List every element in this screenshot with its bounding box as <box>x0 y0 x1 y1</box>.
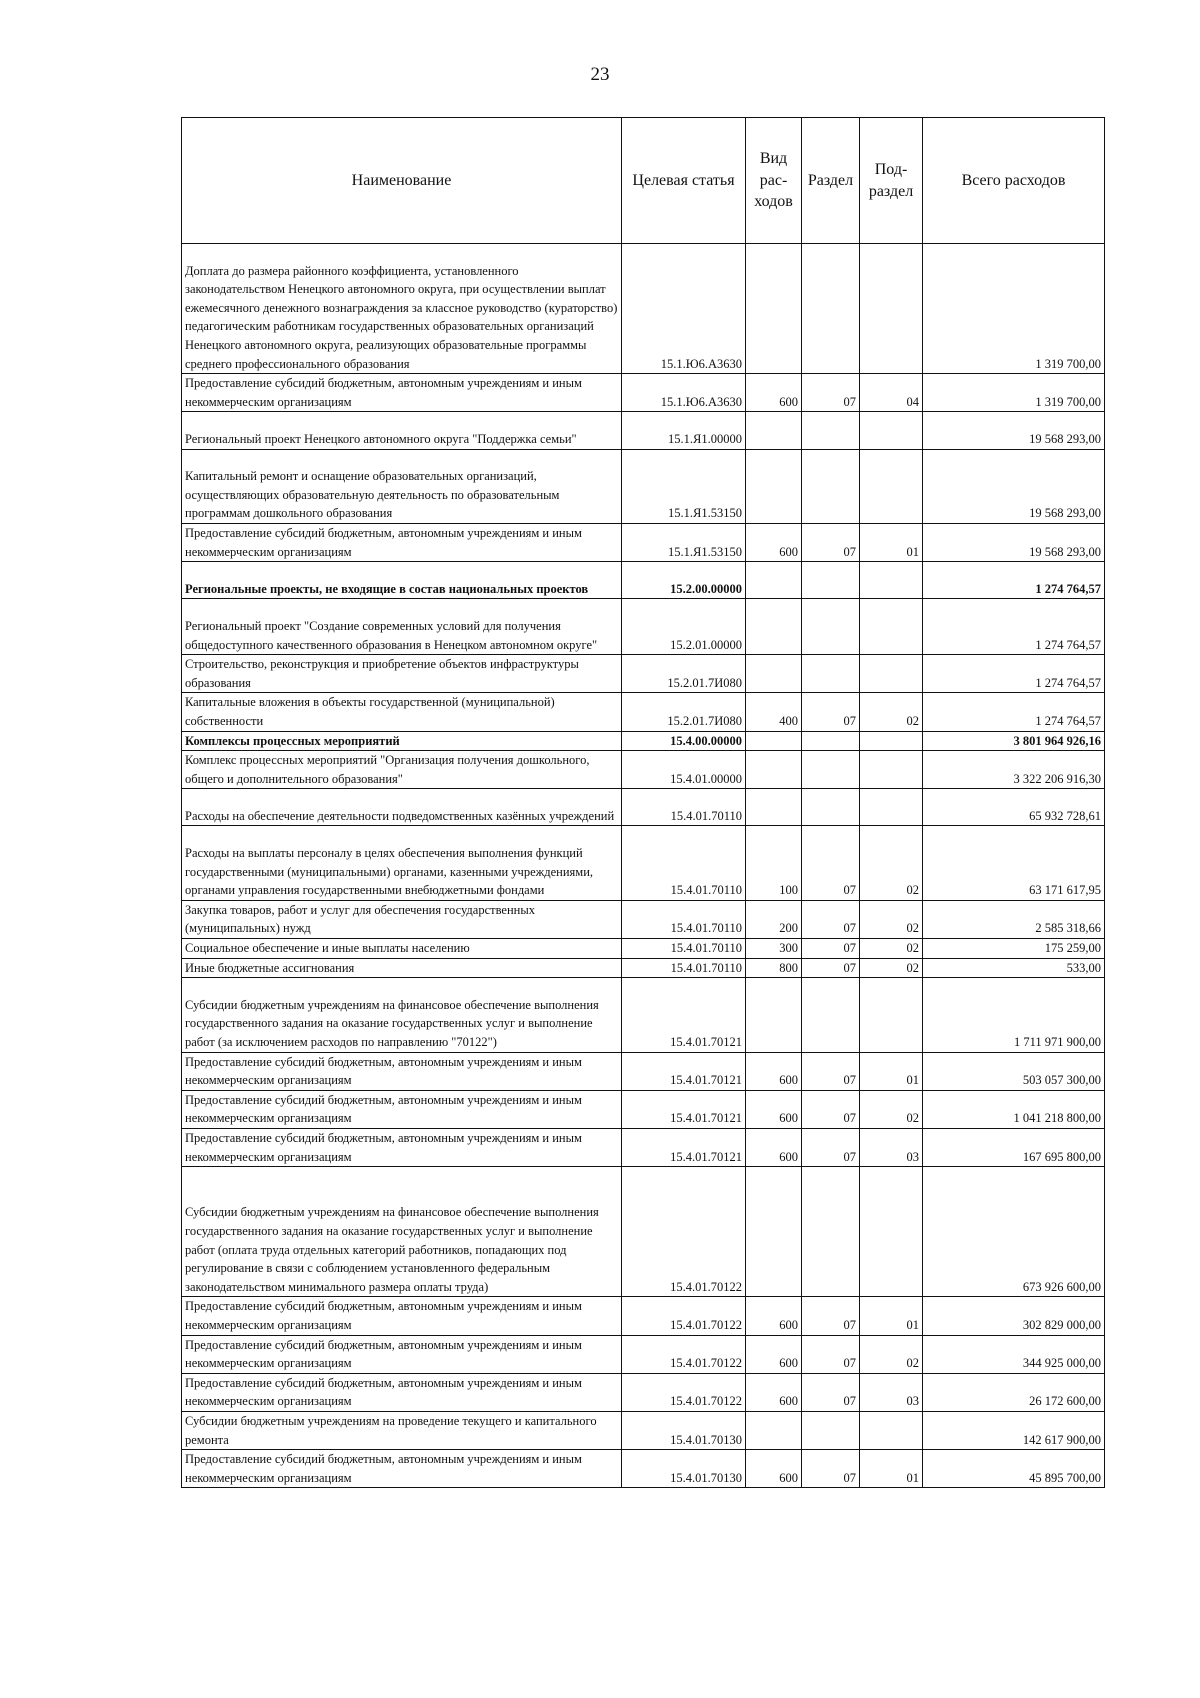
cell-section <box>802 1411 860 1449</box>
cell-target-article: 15.4.01.70121 <box>622 1090 746 1128</box>
cell-section <box>802 751 860 789</box>
budget-table <box>181 117 1105 1488</box>
cell-total: 19 568 293,00 <box>923 412 1105 449</box>
table-row <box>182 523 1105 561</box>
cell-section: 07 <box>802 693 860 731</box>
cell-expense-type: 400 <box>746 693 802 731</box>
cell-target-article: 15.4.01.70130 <box>622 1411 746 1449</box>
cell-total: 3 801 964 926,16 <box>923 731 1105 751</box>
table-row <box>182 655 1105 693</box>
table-row <box>182 449 1105 523</box>
cell-subsection: 03 <box>860 1373 923 1411</box>
cell-subsection: 04 <box>860 374 923 412</box>
cell-target-article: 15.4.01.70110 <box>622 939 746 959</box>
cell-section <box>802 978 860 1052</box>
cell-expense-type: 200 <box>746 900 802 938</box>
table-header-row <box>182 118 1105 244</box>
table-row <box>182 751 1105 789</box>
header-section: Раздел <box>802 118 860 244</box>
cell-name: Предоставление субсидий бюджетным, автономным учреждениям и иным некоммерческим организациям <box>182 1297 622 1335</box>
table-row <box>182 244 1105 374</box>
cell-target-article: 15.4.01.70121 <box>622 1052 746 1090</box>
cell-total: 302 829 000,00 <box>923 1297 1105 1335</box>
header-expense-type: Вид рас-ходов <box>746 118 802 244</box>
cell-total: 19 568 293,00 <box>923 523 1105 561</box>
cell-expense-type <box>746 412 802 449</box>
cell-name: Закупка товаров, работ и услуг для обеспечения государственных (муниципальных) нужд <box>182 900 622 938</box>
table-row <box>182 958 1105 978</box>
cell-expense-type <box>746 731 802 751</box>
cell-section <box>802 412 860 449</box>
cell-section: 07 <box>802 1052 860 1090</box>
cell-subsection <box>860 789 923 826</box>
cell-name: Расходы на обеспечение деятельности подведомственных казённых учреждений <box>182 789 622 826</box>
cell-name: Расходы на выплаты персоналу в целях обеспечения выполнения функций государственными (муниципальными) органами, казенными учреждениями, органами управления государственными внебюджетными фондами <box>182 826 622 900</box>
cell-name: Комплексы процессных мероприятий <box>182 731 622 751</box>
cell-expense-type <box>746 978 802 1052</box>
cell-target-article: 15.1.Ю6.А3630 <box>622 374 746 412</box>
cell-total: 19 568 293,00 <box>923 449 1105 523</box>
cell-subsection <box>860 1167 923 1297</box>
cell-subsection <box>860 449 923 523</box>
cell-name: Предоставление субсидий бюджетным, автономным учреждениям и иным некоммерческим организациям <box>182 523 622 561</box>
cell-section: 07 <box>802 1129 860 1167</box>
cell-name: Субсидии бюджетным учреждениям на финансовое обеспечение выполнения государственного задания на оказание государственных услуг и выполнение работ (оплата труда отдельных категорий работников, попадающих под регулирование в связи с соблюдением установленного федеральным законодательством минимального размера оплаты труда) <box>182 1167 622 1297</box>
table-row <box>182 978 1105 1052</box>
cell-total: 1 274 764,57 <box>923 693 1105 731</box>
cell-expense-type: 600 <box>746 1090 802 1128</box>
cell-total: 503 057 300,00 <box>923 1052 1105 1090</box>
table-row <box>182 1373 1105 1411</box>
cell-total: 533,00 <box>923 958 1105 978</box>
cell-section: 07 <box>802 374 860 412</box>
header-subsection: Под-раздел <box>860 118 923 244</box>
cell-section <box>802 449 860 523</box>
table-row <box>182 1411 1105 1449</box>
cell-expense-type <box>746 599 802 655</box>
cell-expense-type <box>746 1411 802 1449</box>
header-name: Наименование <box>182 118 622 244</box>
cell-section: 07 <box>802 1090 860 1128</box>
cell-section: 07 <box>802 958 860 978</box>
cell-name: Доплата до размера районного коэффициента, установленного законодательством Ненецкого автономного округа, при осуществлении выплат ежемесячного денежного вознаграждения за классное руководство (кураторство) педагогическим работникам государственных образовательных организаций Ненецкого автономного округа, реализующих образовательные программы среднего профессионального образования <box>182 244 622 374</box>
cell-expense-type: 600 <box>746 1450 802 1488</box>
table-row <box>182 1297 1105 1335</box>
cell-subsection <box>860 978 923 1052</box>
cell-subsection <box>860 562 923 599</box>
table-row <box>182 1450 1105 1488</box>
cell-expense-type: 600 <box>746 374 802 412</box>
cell-expense-type: 600 <box>746 523 802 561</box>
cell-subsection: 02 <box>860 900 923 938</box>
cell-subsection <box>860 599 923 655</box>
cell-expense-type: 600 <box>746 1335 802 1373</box>
cell-total: 1 319 700,00 <box>923 374 1105 412</box>
cell-target-article: 15.4.01.70110 <box>622 789 746 826</box>
cell-subsection: 01 <box>860 1450 923 1488</box>
cell-section: 07 <box>802 523 860 561</box>
cell-total: 26 172 600,00 <box>923 1373 1105 1411</box>
cell-expense-type: 100 <box>746 826 802 900</box>
cell-name: Региональный проект "Создание современных условий для получения общедоступного качественного образования в Ненецком автономном округе" <box>182 599 622 655</box>
cell-target-article: 15.4.01.70122 <box>622 1297 746 1335</box>
cell-name: Субсидии бюджетным учреждениям на финансовое обеспечение выполнения государственного задания на оказание государственных услуг и выполнение работ (за исключением расходов по направлению "70122") <box>182 978 622 1052</box>
cell-subsection: 02 <box>860 1090 923 1128</box>
cell-subsection: 02 <box>860 958 923 978</box>
cell-total: 1 274 764,57 <box>923 562 1105 599</box>
table-row <box>182 1335 1105 1373</box>
cell-expense-type <box>746 789 802 826</box>
cell-name: Социальное обеспечение и иные выплаты населению <box>182 939 622 959</box>
cell-total: 63 171 617,95 <box>923 826 1105 900</box>
table-row <box>182 1052 1105 1090</box>
cell-target-article: 15.1.Ю6.А3630 <box>622 244 746 374</box>
cell-expense-type <box>746 1167 802 1297</box>
cell-subsection: 03 <box>860 1129 923 1167</box>
table-row <box>182 1167 1105 1297</box>
cell-target-article: 15.4.01.70110 <box>622 958 746 978</box>
cell-section: 07 <box>802 1450 860 1488</box>
cell-total: 175 259,00 <box>923 939 1105 959</box>
table-row <box>182 731 1105 751</box>
cell-name: Субсидии бюджетным учреждениям на проведение текущего и капитального ремонта <box>182 1411 622 1449</box>
table-row <box>182 599 1105 655</box>
cell-target-article: 15.1.Я1.00000 <box>622 412 746 449</box>
cell-section <box>802 731 860 751</box>
cell-target-article: 15.1.Я1.53150 <box>622 449 746 523</box>
cell-target-article: 15.4.01.70121 <box>622 978 746 1052</box>
cell-target-article: 15.4.01.70110 <box>622 900 746 938</box>
cell-subsection: 02 <box>860 939 923 959</box>
header-target-article: Целевая статья <box>622 118 746 244</box>
cell-subsection: 02 <box>860 826 923 900</box>
page-number: 23 <box>590 64 610 85</box>
cell-expense-type: 600 <box>746 1373 802 1411</box>
cell-section <box>802 244 860 374</box>
cell-expense-type: 600 <box>746 1297 802 1335</box>
cell-section: 07 <box>802 1373 860 1411</box>
cell-expense-type <box>746 449 802 523</box>
cell-section: 07 <box>802 1335 860 1373</box>
cell-section <box>802 1167 860 1297</box>
cell-total: 2 585 318,66 <box>923 900 1105 938</box>
table-row <box>182 1129 1105 1167</box>
cell-subsection: 01 <box>860 1297 923 1335</box>
cell-subsection <box>860 1411 923 1449</box>
cell-name: Капитальный ремонт и оснащение образовательных организаций, осуществляющих образовательную деятельность по образовательным программам дошкольного образования <box>182 449 622 523</box>
table-row <box>182 939 1105 959</box>
cell-total: 1 274 764,57 <box>923 655 1105 693</box>
cell-subsection: 02 <box>860 1335 923 1373</box>
cell-name: Предоставление субсидий бюджетным, автономным учреждениям и иным некоммерческим организациям <box>182 1450 622 1488</box>
table-body <box>182 244 1105 1488</box>
cell-section <box>802 655 860 693</box>
cell-total: 167 695 800,00 <box>923 1129 1105 1167</box>
cell-subsection: 01 <box>860 523 923 561</box>
cell-target-article: 15.4.01.70130 <box>622 1450 746 1488</box>
cell-name: Предоставление субсидий бюджетным, автономным учреждениям и иным некоммерческим организациям <box>182 1052 622 1090</box>
cell-section: 07 <box>802 826 860 900</box>
cell-total: 1 274 764,57 <box>923 599 1105 655</box>
cell-subsection: 02 <box>860 693 923 731</box>
table-row <box>182 374 1105 412</box>
table-row <box>182 826 1105 900</box>
cell-expense-type <box>746 562 802 599</box>
table-row <box>182 562 1105 599</box>
cell-subsection: 01 <box>860 1052 923 1090</box>
cell-name: Предоставление субсидий бюджетным, автономным учреждениям и иным некоммерческим организациям <box>182 374 622 412</box>
cell-expense-type: 600 <box>746 1129 802 1167</box>
cell-name: Строительство, реконструкция и приобретение объектов инфраструктуры образования <box>182 655 622 693</box>
cell-total: 1 319 700,00 <box>923 244 1105 374</box>
cell-target-article: 15.4.01.00000 <box>622 751 746 789</box>
cell-subsection <box>860 655 923 693</box>
table-row <box>182 412 1105 449</box>
cell-expense-type: 300 <box>746 939 802 959</box>
cell-target-article: 15.2.01.00000 <box>622 599 746 655</box>
cell-target-article: 15.4.01.70121 <box>622 1129 746 1167</box>
cell-name: Комплекс процессных мероприятий "Организация получения дошкольного, общего и дополнительного образования" <box>182 751 622 789</box>
cell-total: 65 932 728,61 <box>923 789 1105 826</box>
cell-target-article: 15.2.00.00000 <box>622 562 746 599</box>
cell-subsection <box>860 244 923 374</box>
cell-target-article: 15.4.01.70122 <box>622 1373 746 1411</box>
cell-target-article: 15.2.01.7И080 <box>622 693 746 731</box>
table-row <box>182 900 1105 938</box>
cell-total: 1 041 218 800,00 <box>923 1090 1105 1128</box>
cell-target-article: 15.4.00.00000 <box>622 731 746 751</box>
cell-name: Региональный проект Ненецкого автономного округа "Поддержка семьи" <box>182 412 622 449</box>
header-total-expenses: Всего расходов <box>923 118 1105 244</box>
table-row <box>182 789 1105 826</box>
cell-name: Предоставление субсидий бюджетным, автономным учреждениям и иным некоммерческим организациям <box>182 1129 622 1167</box>
cell-expense-type <box>746 655 802 693</box>
cell-target-article: 15.4.01.70122 <box>622 1167 746 1297</box>
cell-total: 3 322 206 916,30 <box>923 751 1105 789</box>
cell-expense-type <box>746 244 802 374</box>
cell-name: Предоставление субсидий бюджетным, автономным учреждениям и иным некоммерческим организациям <box>182 1335 622 1373</box>
cell-target-article: 15.4.01.70110 <box>622 826 746 900</box>
cell-section <box>802 599 860 655</box>
cell-name: Предоставление субсидий бюджетным, автономным учреждениям и иным некоммерческим организациям <box>182 1373 622 1411</box>
cell-name: Капитальные вложения в объекты государственной (муниципальной) собственности <box>182 693 622 731</box>
cell-total: 142 617 900,00 <box>923 1411 1105 1449</box>
cell-total: 673 926 600,00 <box>923 1167 1105 1297</box>
cell-total: 1 711 971 900,00 <box>923 978 1105 1052</box>
cell-target-article: 15.1.Я1.53150 <box>622 523 746 561</box>
cell-section: 07 <box>802 1297 860 1335</box>
cell-expense-type <box>746 751 802 789</box>
cell-name: Иные бюджетные ассигнования <box>182 958 622 978</box>
cell-target-article: 15.4.01.70122 <box>622 1335 746 1373</box>
cell-target-article: 15.2.01.7И080 <box>622 655 746 693</box>
cell-total: 344 925 000,00 <box>923 1335 1105 1373</box>
cell-section <box>802 562 860 599</box>
cell-section <box>802 789 860 826</box>
cell-subsection <box>860 412 923 449</box>
cell-name: Предоставление субсидий бюджетным, автономным учреждениям и иным некоммерческим организациям <box>182 1090 622 1128</box>
cell-subsection <box>860 751 923 789</box>
table-row <box>182 693 1105 731</box>
cell-expense-type: 600 <box>746 1052 802 1090</box>
cell-total: 45 895 700,00 <box>923 1450 1105 1488</box>
cell-subsection <box>860 731 923 751</box>
table-row <box>182 1090 1105 1128</box>
cell-name: Региональные проекты, не входящие в состав национальных проектов <box>182 562 622 599</box>
cell-section: 07 <box>802 900 860 938</box>
cell-expense-type: 800 <box>746 958 802 978</box>
cell-section: 07 <box>802 939 860 959</box>
